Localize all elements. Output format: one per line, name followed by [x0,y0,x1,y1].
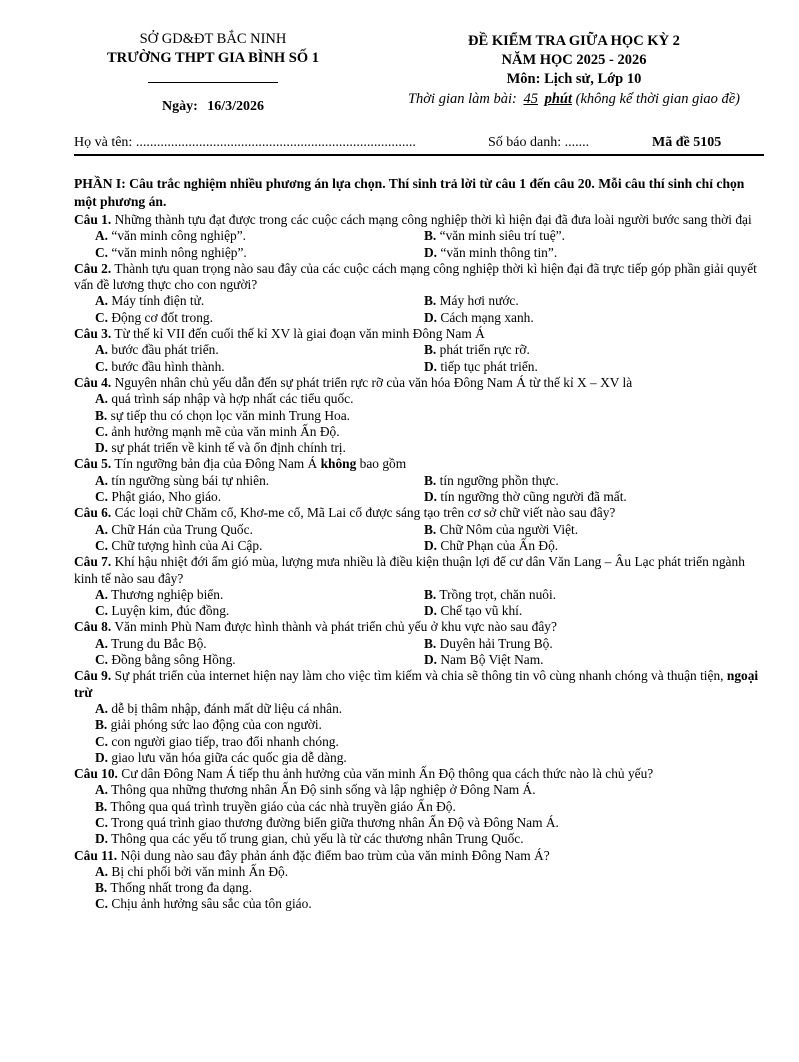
option-text: Luyện kim, đúc đồng. [111,603,230,619]
option-a[interactable] [74,522,424,538]
question-number: Câu 10. [74,766,118,782]
option-letter: A. [95,293,109,309]
question-number: Câu 2. [74,260,112,276]
option-letter: B. [424,586,437,602]
question-3-options-row2 [74,359,768,375]
question-number: Câu 4. [74,374,112,390]
option-text: “văn minh công nghiệp”. [111,228,247,244]
option-a[interactable] [74,391,768,407]
option-c[interactable] [74,815,768,831]
option-letter: A. [95,635,109,651]
subject-line: Môn: Lịch sử, Lớp 10 [506,71,642,87]
option-letter: A. [95,521,109,537]
option-letter: A. [95,700,109,716]
option-c[interactable] [74,652,424,668]
option-text: Chữ tượng hình của Ai Cập. [111,537,263,553]
option-text: giải phóng sức lao động của con người. [110,717,322,733]
option-text: Chữ Nôm của người Việt. [439,521,579,537]
question-text: Văn minh Phù Nam được hình thành và phát triển chủ yếu ở khu vực nào sau đây? [114,619,557,635]
option-letter: D. [424,489,438,505]
option-a[interactable] [74,293,424,309]
option-b[interactable] [74,717,768,733]
question-text-end: bao gồm [359,456,407,472]
option-letter: B. [424,293,437,309]
question-10-stem [74,766,768,782]
question-5-options-row2 [74,489,768,505]
question-2-options-row2 [74,310,768,326]
option-letter: B. [424,635,437,651]
option-text: Thông qua quá trình truyền giáo của các nhà truyền giáo Ấn Độ. [110,798,456,814]
option-b[interactable] [424,473,768,489]
option-text: tín ngưỡng phồn thực. [439,472,559,488]
option-b[interactable] [424,522,768,538]
option-text: “văn minh thông tin”. [440,244,558,260]
question-number: Câu 5. [74,456,112,472]
option-text: Thống nhất trong đa dạng. [110,880,253,896]
question-7-stem [74,554,768,587]
question-text: Tín ngưỡng bản địa của Đông Nam Á [114,456,318,472]
option-text: Thông qua những thương nhân Ấn Độ sinh sống và lập nghiệp ở Đông Nam Á. [111,782,536,798]
option-text: Bị chi phối bởi văn minh Ấn Độ. [111,863,289,879]
option-letter: A. [95,391,109,407]
option-c[interactable] [74,896,768,912]
option-d[interactable] [424,245,768,261]
question-number: Câu 8. [74,619,112,635]
option-c[interactable] [74,603,424,619]
question-text: Khí hậu nhiệt đới ẩm gió mùa, lượng mưa nhiều là điều kiện thuận lợi để cư dân Văn Lang – Âu Lạc phát triển ngành kinh tế nào sau đây? [74,554,745,586]
question-7-options-row2 [74,603,768,619]
option-text: Trung du Bắc Bộ. [111,635,207,651]
option-text: Phật giáo, Nho giáo. [111,489,222,505]
option-b[interactable] [424,342,768,358]
date-value: 16/3/2026 [207,99,265,114]
header-divider [148,82,278,83]
option-letter: A. [95,228,109,244]
option-text: ảnh hưởng mạnh mẽ của văn minh Ấn Độ. [111,423,340,439]
time-allowed [378,90,770,109]
question-number: Câu 3. [74,326,112,342]
option-text: Duyên hải Trung Bộ. [439,635,553,651]
time-unit: phút [544,91,572,107]
option-b[interactable] [424,228,768,244]
section-title: PHẦN I: Câu trắc nghiệm nhiều phương án lựa chọn. Thí sinh trả lời từ câu 1 đến câu 20. Mỗi câu thí sinh chỉ chọn một phương án. [74,176,745,209]
option-text: Trong quá trình giao thương đường biển giữa thương nhân Ấn Độ và Đông Nam Á. [111,814,559,830]
option-d[interactable] [74,440,768,456]
option-d[interactable] [424,538,768,554]
option-a[interactable] [74,473,424,489]
question-keyword: không [320,456,357,472]
exam-title: ĐỀ KIỂM TRA GIỮA HỌC KỲ 2 [468,33,680,49]
option-c[interactable] [74,538,424,554]
question-number: Câu 9. [74,668,112,684]
option-c[interactable] [74,734,768,750]
option-d[interactable] [424,310,768,326]
option-letter: B. [95,717,108,733]
option-letter: D. [424,652,438,668]
option-a[interactable] [74,228,424,244]
option-text: quá trình sáp nhập và hợp nhất các tiểu quốc. [111,391,354,407]
option-b[interactable] [424,293,768,309]
exam-content [74,175,768,913]
question-text: Nội dung nào sau đây phản ánh đặc điểm bao trùm của văn minh Đông Nam Á? [120,847,550,863]
option-text: dễ bị thâm nhập, đánh mất dữ liệu cá nhân. [111,700,343,716]
question-text: Sự phát triển của internet hiện nay làm cho việc tìm kiếm và chia sẽ thông tin vô cùng nhanh chóng và thuận tiện, [114,668,724,684]
option-text: tín ngưỡng thờ cũng người đã mất. [440,489,627,505]
option-text: sự phát triển về kinh tế và ổn định chính trị. [111,440,346,456]
student-info-row [74,135,764,156]
question-7-options-row1 [74,587,768,603]
option-d[interactable] [74,831,768,847]
option-letter: D. [95,831,109,847]
option-letter: C. [95,652,109,668]
option-text: bước đầu hình thành. [111,358,225,374]
question-11-stem [74,848,768,864]
option-letter: C. [95,814,109,830]
option-letter: B. [424,228,437,244]
question-text: Cư dân Đông Nam Á tiếp thu ảnh hưởng của văn minh Ấn Độ thông qua cách thức nào là chủ yếu? [121,766,654,782]
option-letter: A. [95,863,109,879]
option-text: Máy hơi nước. [439,293,519,309]
option-d[interactable] [74,750,768,766]
option-text: Nam Bộ Việt Nam. [440,652,544,668]
option-letter: B. [95,798,108,814]
student-name-field[interactable]: Họ và tên: ................................................................................ [74,135,416,150]
question-4-stem [74,375,768,391]
option-b[interactable] [424,587,768,603]
exam-date [68,97,358,116]
question-2-options-row1 [74,293,768,309]
option-letter: C. [95,733,109,749]
option-letter: D. [424,358,438,374]
option-letter: C. [95,309,109,325]
option-text: Thương nghiệp biển. [111,586,224,602]
question-8-options-row1 [74,636,768,652]
question-number: Câu 1. [74,212,112,227]
option-c[interactable] [74,359,424,375]
school-name: TRƯỜNG THPT GIA BÌNH SỐ 1 [106,50,320,66]
option-letter: B. [424,521,437,537]
option-a[interactable] [74,342,424,358]
option-letter: D. [424,309,438,325]
question-6-options-row1 [74,522,768,538]
header-left [68,30,358,116]
option-letter: C. [95,358,109,374]
option-text: Trồng trọt, chăn nuôi. [439,586,557,602]
option-letter: D. [424,244,438,260]
option-letter: C. [95,896,109,912]
question-keyword: ngoại trừ [74,668,759,700]
option-text: Động cơ đốt trong. [111,309,213,325]
question-8-stem [74,619,768,635]
question-text: Những thành tựu đạt được trong các cuộc cách mạng công nghiệp thời kì hiện đại đã đưa loài người bước sang thời đại [114,212,752,227]
question-number: Câu 11. [74,847,118,863]
option-text: Thông qua các yếu tố trung gian, chủ yếu là từ các thương nhân Trung Quốc. [111,831,524,847]
option-letter: C. [95,603,109,619]
option-letter: A. [95,342,109,358]
option-text: sự tiếp thu có chọn lọc văn minh Trung Hoa. [110,407,350,423]
option-d[interactable] [424,652,768,668]
option-b[interactable] [74,880,768,896]
option-a[interactable] [74,587,424,603]
option-text: giao lưu văn hóa giữa các quốc gia dễ dàng. [111,749,347,765]
option-text: Chữ Hán của Trung Quốc. [111,521,253,537]
time-prefix: Thời gian làm bài: [407,91,517,107]
question-1-stem [74,212,768,228]
option-c[interactable] [74,310,424,326]
option-letter: B. [95,880,108,896]
student-id-field[interactable]: Số báo danh: ....... [488,135,590,150]
option-text: Cách mạng xanh. [440,309,534,325]
option-letter: A. [95,586,109,602]
option-letter: D. [95,749,109,765]
option-text: “văn minh nông nghiệp”. [111,244,247,260]
header-right [378,32,770,109]
option-text: tín ngưỡng sùng bái tự nhiên. [111,472,270,488]
option-text: Chữ Phạn của Ấn Độ. [440,537,559,553]
option-b[interactable] [74,799,768,815]
option-letter: D. [95,440,109,456]
question-text: Nguyên nhân chủ yếu dẫn đến sự phát triển rực rỡ của văn hóa Đông Nam Á từ thế kỉ X – XV là [114,374,633,390]
option-text: tiếp tục phát triển. [440,358,538,374]
option-c[interactable] [74,424,768,440]
option-letter: D. [424,537,438,553]
option-letter: A. [95,782,109,798]
question-text: Từ thế kỉ VII đến cuối thế kỉ XV là giai đoạn văn minh Đông Nam Á [114,326,485,342]
option-letter: C. [95,244,109,260]
question-2-stem [74,261,768,294]
time-minutes: 45 [523,91,538,107]
question-9-stem [74,668,768,701]
option-a[interactable] [74,701,768,717]
option-text: Chế tạo vũ khí. [440,603,523,619]
option-b[interactable] [424,636,768,652]
option-letter: C. [95,423,109,439]
option-c[interactable] [74,489,424,505]
option-text: Chịu ảnh hưởng sâu sắc của tôn giáo. [111,896,312,912]
date-label: Ngày: [161,99,198,114]
option-text: Đồng bằng sông Hồng. [111,652,236,668]
option-text: Máy tính điện tử. [111,293,205,309]
option-letter: C. [95,489,109,505]
question-number: Câu 7. [74,554,112,570]
question-1-options-row1 [74,228,768,244]
question-3-stem [74,326,768,342]
option-letter: B. [95,407,108,423]
exam-code: Mã đề 5105 [652,135,722,150]
option-letter: C. [95,537,109,553]
question-1-options-row2 [74,245,768,261]
question-6-options-row2 [74,538,768,554]
question-text: Các loại chữ Chăm cổ, Khơ-me cổ, Mã Lai cổ được sáng tạo trên cơ sở chữ viết nào sau đây? [114,505,616,521]
option-a[interactable] [74,864,768,880]
option-c[interactable] [74,245,424,261]
time-suffix: (không kể thời gian giao đề) [575,91,741,107]
question-8-options-row2 [74,652,768,668]
option-text: phát triển rực rỡ. [439,342,530,358]
department-name: SỞ GD&ĐT BẮC NINH [139,31,287,47]
option-text: con người giao tiếp, trao đổi nhanh chóng. [111,733,339,749]
question-6-stem [74,505,768,521]
question-number: Câu 6. [74,505,112,521]
option-letter: B. [424,472,437,488]
option-text: bước đầu phát triển. [111,342,219,358]
question-3-options-row1 [74,342,768,358]
option-d[interactable] [424,359,768,375]
option-letter: A. [95,472,109,488]
question-5-options-row1 [74,473,768,489]
option-a[interactable] [74,782,768,798]
question-5-stem [74,456,768,472]
option-d[interactable] [424,489,768,505]
option-a[interactable] [74,636,424,652]
question-text: Thành tựu quan trọng nào sau đây của các cuộc cách mạng công nghiệp thời kì hiện đại đã trực tiếp góp phần giải quyết vấn đề lương thực cho con người? [74,260,757,293]
option-d[interactable] [424,603,768,619]
option-letter: B. [424,342,437,358]
option-text: “văn minh siêu trí tuệ”. [439,228,565,244]
school-year: NĂM HỌC 2025 - 2026 [501,52,647,68]
option-letter: D. [424,603,438,619]
option-b[interactable] [74,408,768,424]
